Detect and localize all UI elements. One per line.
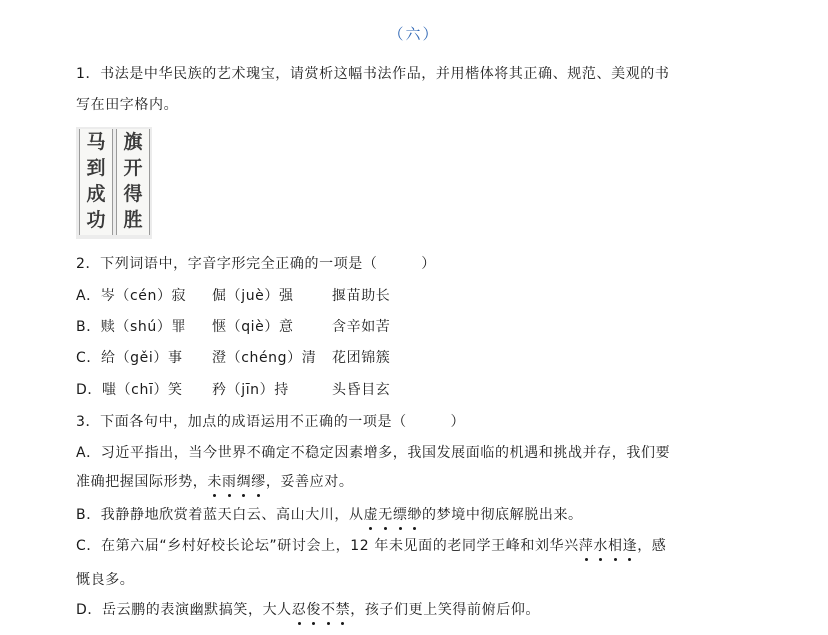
q2-option-c (76, 348, 390, 368)
q2-option-d-part3: 头昏目玄 (332, 382, 391, 398)
q2-option-c-part2: 澄（chéng）清 (212, 350, 317, 366)
calligraphy-char: 旗 (123, 131, 143, 153)
calligraphy-image (76, 127, 152, 239)
q3-c-dotted-idiom (579, 538, 637, 554)
calligraphy-char: 成 (86, 183, 106, 205)
calligraphy-right-strip (116, 129, 150, 235)
q3-b-post: 的梦境中彻底解脱出来。 (422, 507, 583, 523)
q2-stem: 2．下列词语中，字音字形完全正确的一项是（ ） (76, 256, 436, 272)
q3-option-c-line-2: 慨良多。 (76, 572, 135, 588)
q2-option-a (76, 286, 390, 306)
calligraphy-char: 开 (123, 157, 143, 179)
calligraphy-char: 功 (86, 209, 106, 231)
calligraphy-char: 胜 (123, 209, 143, 231)
q2-option-a-part2: 倔（juè）强 (212, 288, 294, 304)
emphasis-dotted-char: 雨 (222, 474, 237, 490)
q2-option-b-part1: B．赎（shú）罪 (76, 319, 187, 335)
q2-option-c-part3: 花团锦簇 (332, 350, 391, 366)
q2-option-c-part1: C．给（gěi）事 (76, 350, 183, 366)
q3-option-a-line-1: A．习近平指出，当今世界不确定不稳定因素增多，我国发展面临的机遇和挑战并存，我们要 (76, 445, 671, 461)
q2-option-a-part1: A．岑（cén）寂 (76, 288, 187, 304)
q3-option-b (76, 505, 583, 525)
emphasis-dotted-char: 缪 (251, 474, 266, 490)
q3-a-pre: 准确把握国际形势， (76, 474, 208, 490)
q2-option-b-part2: 惬（qiè）意 (212, 319, 294, 335)
emphasis-dotted-char: 缥 (392, 507, 408, 523)
q2-option-b (76, 317, 390, 337)
emphasis-dotted-char: 缈 (407, 507, 423, 523)
emphasis-dotted-char: 虚 (363, 507, 379, 523)
calligraphy-char: 得 (123, 183, 143, 205)
q2-option-d-part2: 矜（jīn）持 (212, 382, 289, 398)
q3-a-dotted-idiom (207, 474, 265, 490)
calligraphy-left-strip (79, 129, 113, 235)
q3-c-pre: C．在第六届“乡村好校长论坛”研讨会上，12 年未见面的老同学王峰和刘华兴 (76, 538, 579, 554)
q3-option-d (76, 600, 540, 620)
emphasis-dotted-char: 绸 (236, 474, 252, 490)
q3-b-dotted-idiom (364, 507, 422, 523)
emphasis-dotted-char: 无 (378, 507, 393, 523)
emphasis-dotted-char: 相 (607, 538, 623, 554)
q3-d-post: ，孩子们更上笑得前俯后仰。 (350, 602, 541, 618)
q3-option-a-line-2 (76, 472, 353, 492)
calligraphy-char: 马 (86, 131, 106, 153)
emphasis-dotted-char: 俊 (306, 602, 321, 618)
emphasis-dotted-char: 萍 (578, 538, 594, 554)
q3-option-c-line-1 (76, 536, 666, 556)
q3-d-dotted-idiom (292, 602, 350, 618)
emphasis-dotted-char: 禁 (335, 602, 351, 618)
q2-option-a-part3: 揠苗助长 (332, 288, 391, 304)
emphasis-dotted-char: 不 (321, 602, 336, 618)
calligraphy-char: 到 (86, 157, 106, 179)
emphasis-dotted-char: 未 (207, 474, 223, 490)
q1-line-2: 写在田字格内。 (76, 97, 179, 113)
emphasis-dotted-char: 逢 (622, 538, 638, 554)
q3-stem: 3．下面各句中，加点的成语运用不正确的一项是（ ） (76, 414, 466, 430)
section-title: （六） (388, 25, 440, 43)
emphasis-dotted-char: 忍 (291, 602, 307, 618)
q3-c-post: ，感 (637, 538, 667, 554)
q3-d-pre: D．岳云鹏的表演幽默搞笑，大人 (76, 602, 292, 618)
q2-option-d (76, 380, 390, 400)
emphasis-dotted-char: 水 (593, 538, 608, 554)
q1-line-1: 1．书法是中华民族的艺术瑰宝，请赏析这幅书法作品，并用楷体将其正确、规范、美观的书 (76, 66, 670, 82)
q2-option-d-part1: D．嗤（chī）笑 (76, 382, 183, 398)
q3-a-post: ，妥善应对。 (265, 474, 354, 490)
q2-option-b-part3: 含辛如苦 (332, 319, 391, 335)
q3-b-pre: B．我静静地欣赏着蓝天白云、高山大川，从 (76, 507, 364, 523)
